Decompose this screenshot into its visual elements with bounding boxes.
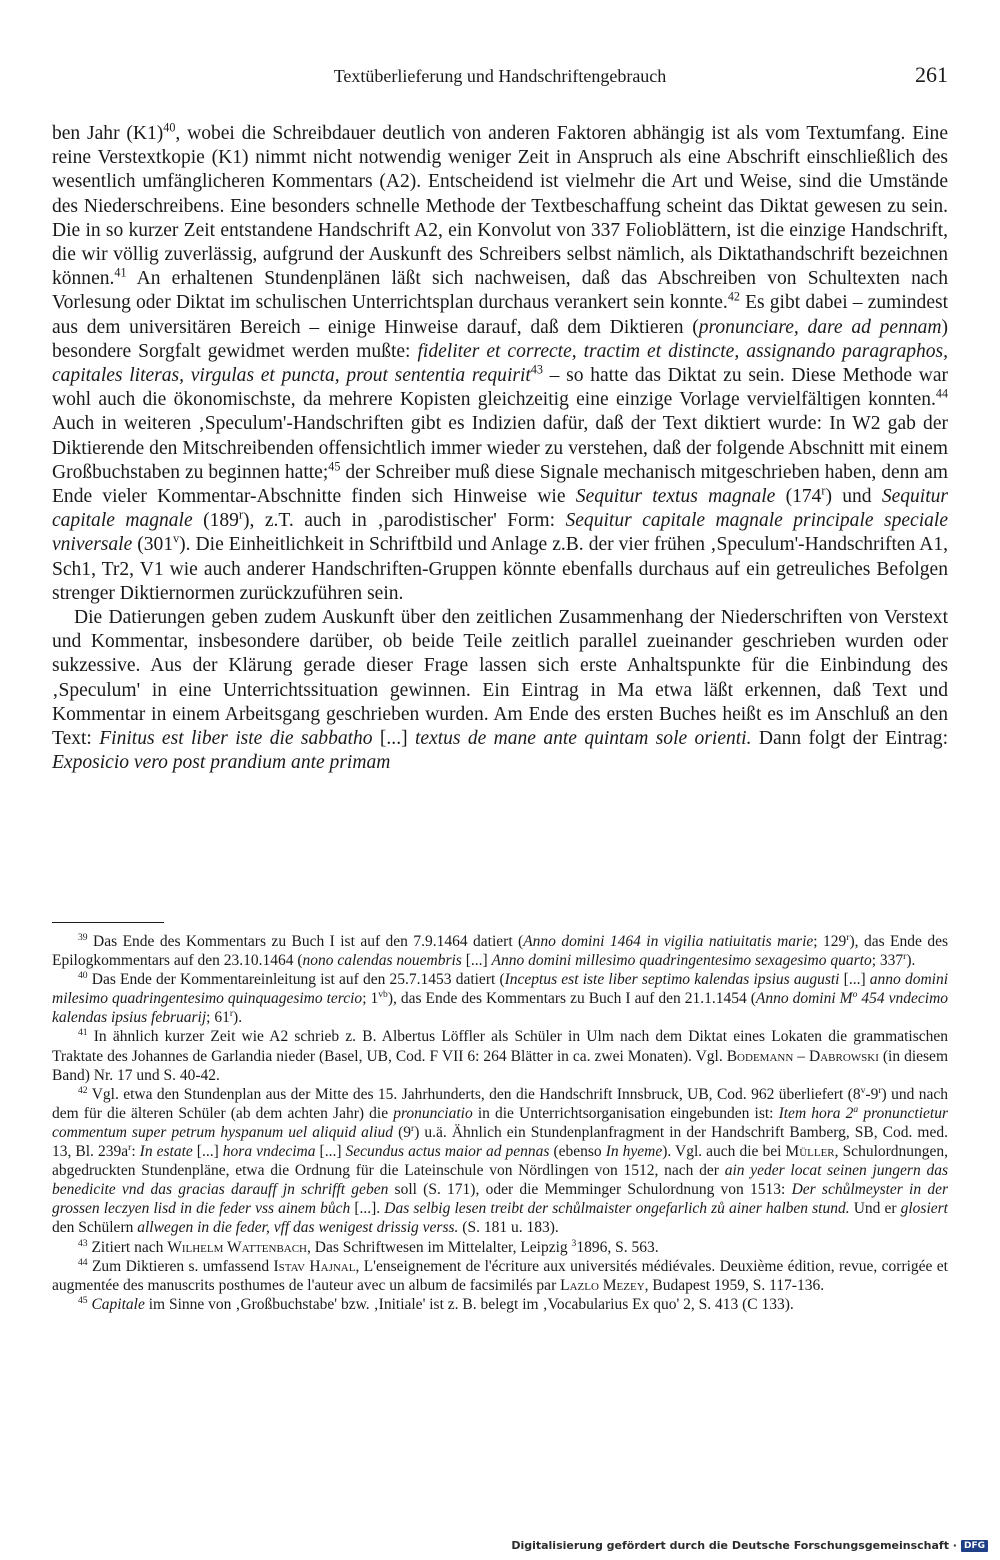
footnote-40 [52,970,948,1027]
text-run: Vgl. etwa den Stundenplan aus der Mitte des 15. Jahrhunderts, den die Handschrift Innsbruck, UB, Cod. 962 überliefert (8 [87,1085,861,1103]
latin-quote: Secundus actus maior ad pennas [345,1143,550,1161]
text-run: Zum Diktieren s. umfassend [87,1257,274,1275]
folio-side: r [846,932,850,944]
footnote-number: 43 [78,1237,88,1249]
text-run: (301 [132,534,174,556]
text-run: pronunctietur commentum super petrum hyspanum uel aliquid aliud [52,1104,948,1141]
text-run: [...] [192,1143,223,1161]
folio-side: vb [378,989,388,1001]
footnote-ref-42[interactable]: 42 [727,290,740,305]
dfg-logo-icon: DFG [961,1540,988,1552]
text-run: , Schulordnungen, abgedruckten Stundenpläne, etwa die Ordnung für die Lateinschule von Nördlingen von 1512, nach der [52,1143,949,1180]
text-run: Auch in weiteren ‚Speculum'-Handschriften gibt es Indizien dafür, daß der Text diktiert wurde: In W2 gab der Diktierende den Mitschreibenden offensichtlich immer wieder zu verstehen, daß der folgende Abschnitt mit einem Großbuchstaben zu beginnen hatte; [52,413,948,483]
author-name: Dabrowski [809,1047,879,1065]
text-run: [...]. [350,1200,385,1218]
text-run: ), das Ende des Epilogkommentars auf den 23.10.1464 ( [52,933,948,970]
body-text [52,122,948,775]
author-name: Müller [785,1143,835,1161]
footnote-number: 45 [78,1295,88,1307]
latin-quote: Anno domini 1464 in vigilia natiuitatis marie [523,933,814,950]
text-run: – [793,1047,810,1065]
text-run: Anno domini M [755,990,853,1008]
text-run: , Das Schriftwesen im Mittelalter, Leipzig [307,1238,572,1256]
text-run: In ähnlich kurzer Zeit wie A2 schrieb z. B. Albertus Löffler als Schüler in Ulm nach dem Diktat eines Lokaten die grammatischen Traktate des Johannes de Garlandia nieder (Basel, UB, Cod. F VII 6: 264 Blätter in ca. zwei Monaten). Vgl. [52,1028,948,1065]
text-run: Die Datierungen geben zudem Auskunft über den zeitlichen Zusammenhang der Niederschriften von Verstext und Kommentar, insbesondere darüber, ob beide Teile zeitlich parallel zueinander geschrieben wurden oder sukzessive. Aus der Klärung gerade dieser Frage lassen sich erste Anhaltspunkte für die Einbindung des ‚Speculum' in eine Unterrichtssituation gewinnen. Ein Eintrag in Ma etwa läßt erkennen, daß Text und Kommentar in einem Arbeitsgang geschrieben wurden. Am Ende des ersten Buches heißt es im Anschluß an den Text: [52,607,948,750]
latin-quote: pronunciare, dare ad pennam [698,316,942,338]
text-run: ; 129 [813,933,847,950]
text-run: ) u.ä. Ähnlich ein Stundenplanfragment in der Handschrift Bamberg, SB, Cod. med. 13, Bl. 239a [52,1123,948,1161]
latin-quote: In hyeme [605,1143,663,1161]
latin-quote: pronunciatio [393,1104,473,1122]
latin-quote: Capitale [91,1295,145,1313]
text-run: [...] [372,728,415,750]
latin-quote: textus de mane ante quintam sole orienti. [414,728,752,750]
latin-quote: hora vndecima [222,1143,316,1161]
text-run: ) und nach dem für die älteren Schüler (ab dem achten Jahr) die [52,1085,949,1122]
running-head [52,62,948,92]
ordinal-mark: o [852,989,858,1001]
text-run: ). [906,952,916,970]
latin-quote: Anno domini millesimo quadringentesimo sexagesimo quarto [491,952,872,970]
paragraph-2 [52,606,948,775]
folio-side: r [128,1142,132,1154]
text-run: soll (S. 171), oder die Memminger Schulordnung von 1513: [388,1181,792,1199]
running-title: Textüberlieferung und Handschriftengebrauch [333,66,667,86]
latin-quote: fideliter et correcte, tractim et distincte, assignando paragraphos, capitales literas, virgulas et puncta, prout sententia requirit [52,340,948,387]
text-run: in die Unterrichtsorganisation eingebunden ist: [472,1104,779,1122]
footnote-44 [52,1257,948,1295]
footnote-43 [52,1238,948,1257]
text-run: [...] [839,971,870,989]
latin-quote: Der schůlmeyster in der grossen leczyen lisd in die feder vss ainem bůch [52,1181,949,1218]
text-run: ; 1 [362,990,379,1008]
text-run: -9 [865,1085,879,1103]
latin-quote: glosiert [900,1200,948,1218]
footnote-45 [52,1295,948,1314]
credit-text: Digitalisierung gefördert durch die Deutsche Forschungsgemeinschaft · [511,1539,957,1552]
folio-side: v [173,532,180,547]
author-name: Bodemann [726,1047,794,1065]
author-name: Istav Hajnal [273,1257,356,1275]
text-run: ben Jahr (K1) [52,123,164,144]
digitization-credit [511,1539,988,1552]
text-run: Es gibt dabei – zumindest aus dem universitären Bereich – einige Hinweise darauf, daß dem Diktieren ( [52,292,949,338]
footnote-39 [52,932,948,970]
latin-quote: Sequitur capitale magnale principale speciale vniversale [52,510,949,556]
text-run: ; 337 [871,952,904,970]
latin-quote: Das selbig lesen treibt der schůlmaister ongefarlich zů ainer halben stund. [384,1200,850,1218]
text-run: ). [233,1009,243,1027]
folio-side: r [903,951,907,963]
footnote-ref-43[interactable]: 43 [530,362,543,377]
text-run: (in diesem Band) Nr. 17 und S. 40-42. [52,1047,948,1084]
footnote-ref-41[interactable]: 41 [114,265,127,280]
text-run: [...] [461,952,492,970]
folio-side: r [238,507,243,522]
paragraph-1 [52,122,948,606]
text-run: ). Die Einheitlichkeit in Schriftbild und Anlage z.B. der vier frühen ‚Speculum'-Handschriften A1, Sch1, Tr2, V1 wie auch anderer Handschriften-Gruppen könnte ebenfalls durchaus auf ein getreuliches Befolgen strenger Diktiernormen zurückzuführen sein. [52,534,948,604]
folio-side: r [821,483,826,498]
text-run: An erhaltenen Stundenplänen läßt sich nachweisen, daß das Abschreiben von Schultexten nach Vorlesung oder Diktat im schulischen Unterrichtsplan durchaus verankert sein konnte. [52,268,948,314]
folio-side: r [411,1123,415,1135]
footnote-41 [52,1027,948,1084]
latin-quote: Sequitur textus magnale [575,486,776,508]
footnote-ref-40[interactable]: 40 [163,120,176,135]
text-run: 1896, S. 563. [576,1238,659,1256]
edition-number: 3 [571,1237,577,1249]
text-run: (9 [393,1123,411,1141]
latin-quote: Exposicio vero post prandium ante primam [52,752,391,774]
text-run: (ebenso [549,1143,606,1161]
footnote-number: 40 [78,970,88,982]
ordinal-mark: a [853,1104,859,1116]
author-name: Lazlo Mezey [560,1276,645,1294]
text-run: (189 [192,510,239,532]
text-run: ) besondere Sorgfalt gewidmet werden mußte: [52,316,948,362]
text-run: ). Vgl. auch die bei [662,1143,786,1161]
text-run: Item hora 2 [778,1104,854,1122]
folio-side: r [878,1084,882,1096]
text-run: ), das Ende des Kommentars zu Buch I auf den 21.1.1454 ( [387,990,756,1008]
latin-quote: Sequitur capitale magnale [52,486,948,532]
text-run: , L'enseignement de l'écriture aux universités médiévales. Deuxième édition, revue, corrigée et augmentée des manuscrits posthumes de l'auteur avec un album de facsimilés par [52,1257,948,1294]
text-run: Das Ende der Kommentareinleitung ist auf den 25.7.1453 datiert ( [87,971,505,989]
text-run: , Budapest 1959, S. 117-136. [644,1276,825,1294]
footnote-rule [52,922,164,923]
text-run: Dann folgt der Eintrag: [751,728,948,750]
footnote-number: 41 [78,1027,88,1039]
text-run: ; 61 [206,1009,230,1027]
text-run: 454 vndecimo kalendas ipsius februarij [52,990,949,1027]
latin-quote: In estate [139,1143,193,1161]
folio-side: r [229,1008,234,1020]
text-run: ) und [825,486,882,508]
text-run: ), z.T. auch in ‚parodistischer' Form: [242,510,566,532]
text-run: (S. 181 u. 183). [458,1219,559,1237]
text-run: Zitiert nach [87,1238,168,1256]
text-run: , wobei die Schreibdauer deutlich von anderen Faktoren abhängig ist als vom Textumfang. Eine reine Verstextkopie (K1) nimmt nicht notwendig weniger Zeit in Anspruch als eine Abschrift einschließlich des wesentlich umfänglicheren Kommentars (A2). Entscheidend ist vielmehr die Art und Weise, sind die Umstände des Niederschreibens. Eine besonders schnelle Methode der Textbeschaffung scheint das Diktat gewesen zu sein. Die in so kurzer Zeit entstandene Handschrift A2, ein Konvolut von 337 Folioblättern, ist die einzige Handschrift, die wir völlig zuverlässig, aufgrund der Auskunft des Schreibers selbst nämlich, als Diktathandschrift bezeichnen können. [52,123,948,290]
page-number: 261 [915,62,948,87]
text-run: : [131,1143,140,1161]
text-run: den Schülern [52,1219,138,1237]
footnotes [52,932,948,1314]
footnote-42 [52,1085,948,1238]
footnote-ref-44[interactable]: 44 [935,386,948,401]
text-run: – so hatte das Diktat zu sein. Diese Methode war wohl auch die ökonomischste, da mehrere Kopisten gleichzeitig eine einzige Vorlage vervielfältigen konnten. [52,365,948,411]
footnote-number: 42 [78,1084,88,1096]
author-name: Wilhelm Wattenbach [167,1238,308,1256]
text-run: Und er [849,1200,901,1218]
text-run: der Schreiber muß diese Signale mechanisch mitgeschrieben haben, denn am Ende vieler Kommentar-Abschnitte finden sich Hinweise wie [52,461,949,508]
latin-quote: Inceptus est iste liber septimo kalendas ipsius augusti [504,971,840,989]
latin-quote: Finitus est liber iste die sabbatho [99,728,373,750]
footnote-number: 39 [78,932,88,944]
text-run: im Sinne von ‚Großbuchstabe' bzw. ‚Initiale' ist z. B. belegt im ‚Vocabularius Ex quo' 2, S. 413 (C 133). [144,1295,794,1313]
latin-quote: anno domini milesimo quadringentesimo quinquagesimo tercio [52,971,949,1008]
text-run: (174 [775,486,822,508]
text-run: [...] [315,1143,346,1161]
footnote-number: 44 [78,1256,88,1268]
latin-quote: allwegen in die feder, vff das wenigest drissig verss. [137,1219,459,1237]
text-run: Das Ende des Kommentars zu Buch I ist auf den 7.9.1464 datiert ( [87,933,524,950]
footnote-ref-45[interactable]: 45 [328,459,341,474]
folio-side: v [860,1084,866,1096]
latin-quote: nono calendas nouembris [302,952,462,970]
latin-quote: ain yeder locat seinen jungern das benedicite vnd das gracias darauff jn schrifft geben [52,1162,948,1199]
